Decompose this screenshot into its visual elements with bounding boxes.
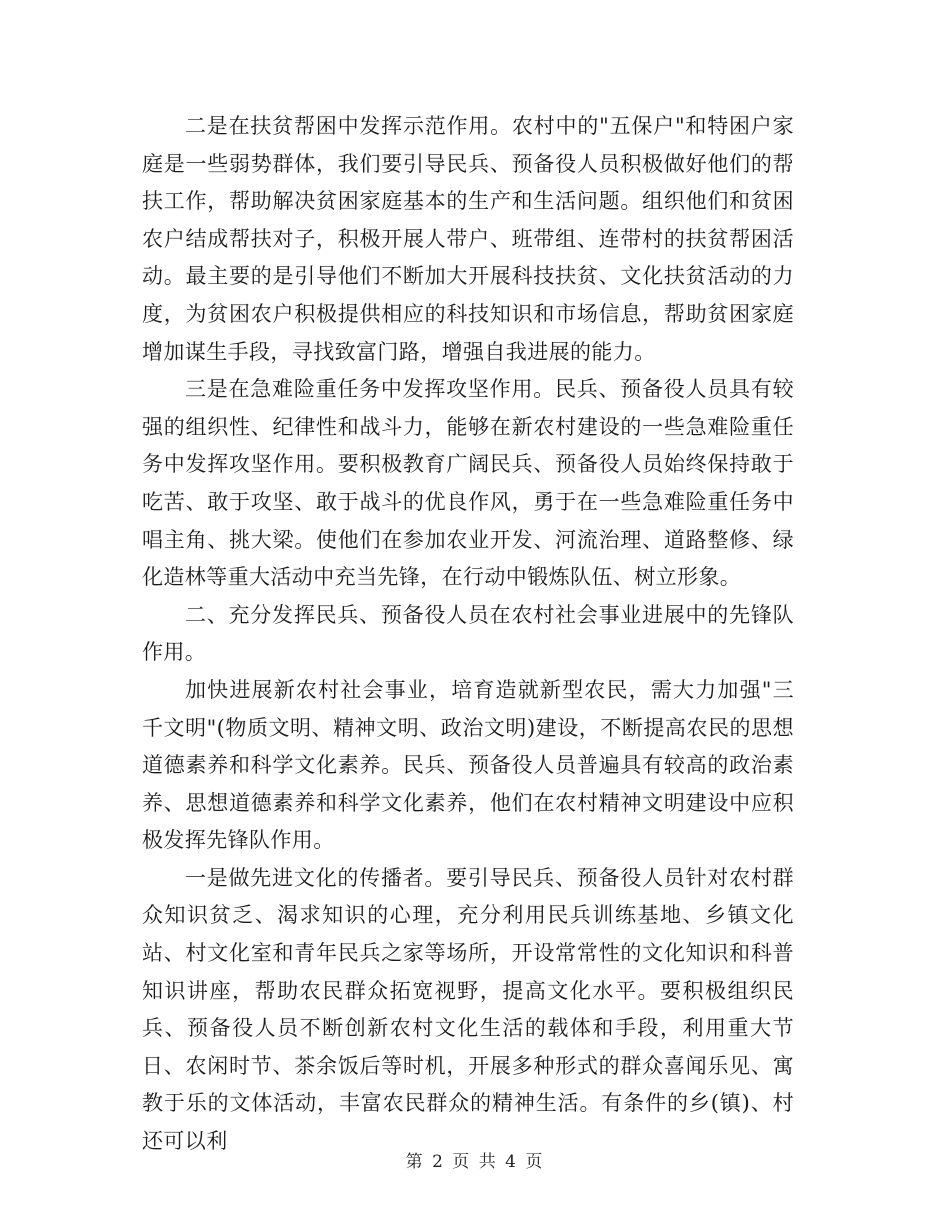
paragraph-poverty-relief: 二是在扶贫帮困中发挥示范作用。农村中的"五保户"和特困户家庭是一些弱势群体，我们要引导民兵、预备役人员积极做好他们的帮扶工作，帮助解决贫困家庭基本的生产和生活问题。组织他们和贫困农户结成帮扶对子，积极开展人带户、班带组、连带村的扶贫帮困活动。最主要的是引导他们不断加大开展科技扶贫、文化扶贫活动的力度，为贫困农户积极提供相应的科技知识和市场信息，帮助贫困家庭增加谋生手段，寻找致富门路，增强自我进展的能力。	[142, 114, 794, 364]
paragraph-social-development: 加快进展新农村社会事业，培育造就新型农民，需大力加强"三千文明"(物质文明、精神文明、政治文明)建设，不断提高农民的思想道德素养和科学文化素养。民兵、预备役人员普遍具有较高的政治素养、思想道德素养和科学文化素养，他们在农村精神文明建设中应积极发挥先锋队作用。	[142, 677, 794, 853]
paragraph-culture-spreader: 一是做先进文化的传播者。要引导民兵、预备役人员针对农村群众知识贫乏、渴求知识的心理，充分利用民兵训练基地、乡镇文化站、村文化室和青年民兵之家等场所，开设常常性的文化知识和科普知识讲座，帮助农民群众拓宽视野，提高文化水平。要积极组织民兵、预备役人员不断创新农村文化生活的载体和手段，利用重大节日、农闲时节、茶余饭后等时机，开展多种形式的群众喜闻乐见、寓教于乐的文体活动，丰富农民群众的精神生活。有条件的乡(镇)、村还可以利	[142, 865, 794, 1154]
page-number-footer: 第 2 页 共 4 页	[405, 1152, 545, 1172]
document-body	[142, 108, 794, 1161]
section-heading-vanguard: 二、充分发挥民兵、预备役人员在农村社会事业进展中的先锋队作用。	[142, 602, 794, 665]
paragraph-urgent-tasks: 三是在急难险重任务中发挥攻坚作用。民兵、预备役人员具有较强的组织性、纪律性和战斗力，能够在新农村建设的一些急难险重任务中发挥攻坚作用。要积极教育广阔民兵、预备役人员始终保持敢于吃苦、敢于攻坚、敢于战斗的优良作风，勇于在一些急难险重任务中唱主角、挑大梁。使他们在参加农业开发、河流治理、道路整修、绿化造林等重大活动中充当先锋，在行动中锻炼队伍、树立形象。	[142, 377, 794, 590]
